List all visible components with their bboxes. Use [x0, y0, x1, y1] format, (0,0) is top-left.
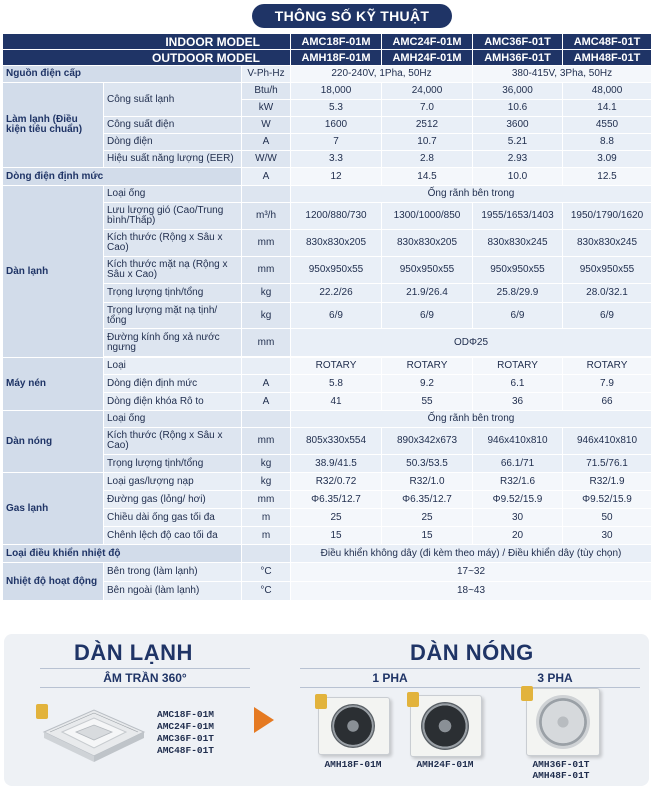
value-cell: ROTARY — [563, 358, 652, 375]
unit-cell: m — [242, 509, 291, 527]
unit-cell: mm — [242, 329, 291, 357]
param-label: Dòng điện định mức — [104, 375, 242, 393]
value-cell: 2.93 — [473, 151, 563, 168]
value-cell: 3.3 — [291, 151, 382, 168]
value-cell: 36 — [473, 393, 563, 411]
value-cell: Ống rãnh bên trong — [291, 411, 652, 428]
unit-cell: m — [242, 527, 291, 545]
param-label: Đường kính ống xả nước ngưng — [104, 329, 242, 357]
outdoor-caption: AMH24F-01M — [416, 759, 474, 770]
param-label: Lưu lượng gió (Cao/Trung bình/Thấp) — [104, 203, 242, 230]
unit-cell — [242, 358, 291, 375]
rated-current-row — [3, 168, 652, 186]
param-label: Dòng điện khóa Rô to — [104, 393, 242, 411]
category-label: Nhiệt độ hoạt động — [3, 563, 104, 601]
power-source-row — [3, 66, 652, 83]
indoor-heading: DÀN LẠNH — [74, 640, 193, 665]
outdoor-heading: DÀN NÓNG — [410, 640, 534, 665]
param-label: Trọng lượng tịnh/tổng — [104, 455, 242, 473]
value-cell: 30 — [563, 527, 652, 545]
value-cell: Φ9.52/15.9 — [473, 491, 563, 509]
value-cell: 830x830x245 — [563, 230, 652, 257]
value-cell: 21.9/26.4 — [382, 284, 473, 303]
value-cell: 15 — [291, 527, 382, 545]
unit-cell — [242, 186, 291, 203]
unit-cell: m³/h — [242, 203, 291, 230]
unit-cell — [242, 411, 291, 428]
param-label: Kích thước mặt nạ (Rộng x Sâu x Cao) — [104, 257, 242, 284]
value-cell: 950x950x55 — [563, 257, 652, 284]
param-label: Loại ống — [104, 411, 242, 428]
param-label: Trọng lượng mặt nạ tịnh/ tổng — [104, 303, 242, 329]
value-cell: 38.9/41.5 — [291, 455, 382, 473]
value-cell: 14.5 — [382, 168, 473, 186]
value-cell: 71.5/76.1 — [563, 455, 652, 473]
value-cell: 14.1 — [563, 100, 652, 117]
category-label: Dàn nóng — [3, 411, 104, 473]
value-cell: 1300/1000/850 — [382, 203, 473, 230]
unit-cell: kW — [242, 100, 291, 117]
unit-cell: W/W — [242, 151, 291, 168]
value-cell: 6.1 — [473, 375, 563, 393]
outdoor-caption: AMH36F-01T — [532, 759, 590, 770]
unit-cell: kg — [242, 455, 291, 473]
value-cell: 5.8 — [291, 375, 382, 393]
value-cell: 41 — [291, 393, 382, 411]
value-cell: 2.8 — [382, 151, 473, 168]
indoor-subheading: ÂM TRẦN 360° — [103, 671, 187, 685]
category-label: Loại điều khiển nhiệt độ — [3, 545, 242, 563]
value-cell: 6/9 — [291, 303, 382, 329]
value-cell: ROTARY — [473, 358, 563, 375]
param-label: Dòng điện — [104, 134, 242, 151]
value-cell: R32/1.0 — [382, 473, 473, 491]
param-label: Bên trong (làm lạnh) — [104, 563, 242, 582]
category-label: Nguồn điện cấp — [3, 66, 242, 83]
table-row — [3, 83, 652, 100]
outdoor-unit-image — [526, 688, 600, 756]
unit-cell: A — [242, 134, 291, 151]
value-cell: 3.09 — [563, 151, 652, 168]
value-cell: 66 — [563, 393, 652, 411]
value-cell: ODΦ25 — [291, 329, 652, 357]
value-cell: 25.8/29.9 — [473, 284, 563, 303]
category-label: Làm lạnh (Điều kiện tiêu chuẩn) — [3, 83, 104, 168]
value-cell: 36,000 — [473, 83, 563, 100]
value-cell: 12.5 — [563, 168, 652, 186]
outdoor-model: AMH24F-01M — [382, 50, 473, 66]
value-cell: 18,000 — [291, 83, 382, 100]
outdoor-caption: AMH48F-01T — [532, 770, 590, 781]
divider — [300, 668, 640, 669]
outdoor-unit-image — [410, 695, 482, 757]
unit-cell: °C — [242, 563, 291, 582]
value-cell: 380-415V, 3Pha, 50Hz — [473, 66, 652, 83]
value-cell: ROTARY — [291, 358, 382, 375]
value-cell: 18~43 — [291, 582, 652, 601]
value-cell: 28.0/32.1 — [563, 284, 652, 303]
value-cell: 25 — [382, 509, 473, 527]
unit-cell: mm — [242, 257, 291, 284]
param-label: Loại — [104, 358, 242, 375]
warranty-badge-icon — [36, 704, 48, 719]
value-cell: 7.0 — [382, 100, 473, 117]
value-cell: 20 — [473, 527, 563, 545]
value-cell: 12 — [291, 168, 382, 186]
indoor-model: AMC24F-01M — [382, 34, 473, 50]
table-row — [3, 358, 652, 375]
value-cell: 1955/1653/1403 — [473, 203, 563, 230]
fan-icon — [331, 704, 375, 748]
value-cell: 10.0 — [473, 168, 563, 186]
table-row — [3, 473, 652, 491]
value-cell: 50.3/53.5 — [382, 455, 473, 473]
value-cell: R32/1.9 — [563, 473, 652, 491]
divider — [40, 668, 250, 669]
value-cell: 220-240V, 1Pha, 50Hz — [291, 66, 473, 83]
indoor-model: AMC18F-01M — [291, 34, 382, 50]
category-label: Dòng điện định mức — [3, 168, 242, 186]
outdoor-model: AMH18F-01M — [291, 50, 382, 66]
param-label: Trọng lượng tịnh/tổng — [104, 284, 242, 303]
three-phase-label: 3 PHA — [537, 671, 573, 685]
value-cell: 2512 — [382, 117, 473, 134]
unit-cell: kg — [242, 473, 291, 491]
value-cell: 6/9 — [563, 303, 652, 329]
value-cell: 48,000 — [563, 83, 652, 100]
value-cell: 5.3 — [291, 100, 382, 117]
value-cell: 6/9 — [382, 303, 473, 329]
value-cell: 946x410x810 — [473, 428, 563, 455]
value-cell: Ống rãnh bên trong — [291, 186, 652, 203]
outdoor-caption-group — [516, 759, 606, 781]
value-cell: 17~32 — [291, 563, 652, 582]
unit-cell: kg — [242, 284, 291, 303]
param-label: Kích thước (Rộng x Sâu x Cao) — [104, 428, 242, 455]
value-cell: Điều khiển không dây (đi kèm theo máy) / Điều khiển dây (tùy chọn) — [291, 545, 652, 563]
value-cell: 7.9 — [563, 375, 652, 393]
cassette-unit-icon — [40, 702, 148, 764]
value-cell: 950x950x55 — [382, 257, 473, 284]
param-label: Công suất lạnh — [104, 83, 242, 117]
value-cell: 15 — [382, 527, 473, 545]
category-label: Dàn lạnh — [3, 186, 104, 358]
value-cell: 5.21 — [473, 134, 563, 151]
value-cell: 946x410x810 — [563, 428, 652, 455]
value-cell: 890x342x673 — [382, 428, 473, 455]
value-cell: 22.2/26 — [291, 284, 382, 303]
unit-cell: mm — [242, 491, 291, 509]
param-label: Chênh lệch độ cao tối đa — [104, 527, 242, 545]
category-label: Máy nén — [3, 358, 104, 411]
value-cell: 30 — [473, 509, 563, 527]
unit-cell: °C — [242, 582, 291, 601]
page-title: THÔNG SỐ KỸ THUẬT — [252, 4, 452, 28]
outdoor-model: AMH48F-01T — [563, 50, 652, 66]
value-cell: Φ6.35/12.7 — [382, 491, 473, 509]
param-label: Đường gas (lỏng/ hơi) — [104, 491, 242, 509]
arrow-right-icon — [254, 707, 274, 733]
value-cell: 25 — [291, 509, 382, 527]
list-item: AMC48F-01T — [157, 745, 215, 756]
param-label: Bên ngoài (làm lạnh) — [104, 582, 242, 601]
controller-row — [3, 545, 652, 563]
param-label: Chiều dài ống gas tối đa — [104, 509, 242, 527]
value-cell: 1600 — [291, 117, 382, 134]
value-cell: 4550 — [563, 117, 652, 134]
outdoor-model-label: OUTDOOR MODEL — [3, 50, 291, 66]
indoor-model: AMC36F-01T — [473, 34, 563, 50]
fan-icon — [421, 702, 469, 750]
outdoor-model-row — [3, 50, 652, 66]
unit-cell: A — [242, 393, 291, 411]
warranty-badge-icon — [521, 686, 533, 701]
table-row — [3, 186, 652, 203]
value-cell: 8.8 — [563, 134, 652, 151]
unit-cell: kg — [242, 303, 291, 329]
outdoor-caption: AMH18F-01M — [324, 759, 382, 770]
category-label: Gas lạnh — [3, 473, 104, 545]
value-cell: 9.2 — [382, 375, 473, 393]
indoor-model-row — [3, 34, 652, 50]
list-item: AMC24F-01M — [157, 721, 215, 732]
value-cell: 10.7 — [382, 134, 473, 151]
unit-cell: mm — [242, 230, 291, 257]
value-cell: 1200/880/730 — [291, 203, 382, 230]
table-row — [3, 563, 652, 582]
param-label: Loại ống — [104, 186, 242, 203]
spec-table — [2, 33, 652, 601]
warranty-badge-icon — [315, 694, 327, 709]
value-cell: 1950/1790/1620 — [563, 203, 652, 230]
indoor-model: AMC48F-01T — [563, 34, 652, 50]
value-cell: Φ9.52/15.9 — [563, 491, 652, 509]
param-label: Hiệu suất năng lượng (EER) — [104, 151, 242, 168]
value-cell: 830x830x205 — [382, 230, 473, 257]
list-item: AMC18F-01M — [157, 709, 215, 720]
unit-cell: V-Ph-Hz — [242, 66, 291, 83]
value-cell: 10.6 — [473, 100, 563, 117]
unit-cell: W — [242, 117, 291, 134]
value-cell: R32/1.6 — [473, 473, 563, 491]
fan-icon — [536, 695, 590, 749]
table-row — [3, 411, 652, 428]
value-cell: 830x830x205 — [291, 230, 382, 257]
value-cell: 950x950x55 — [473, 257, 563, 284]
value-cell: 805x330x554 — [291, 428, 382, 455]
unit-cell: A — [242, 375, 291, 393]
value-cell: 66.1/71 — [473, 455, 563, 473]
value-cell: 24,000 — [382, 83, 473, 100]
value-cell: 950x950x55 — [291, 257, 382, 284]
value-cell: 7 — [291, 134, 382, 151]
value-cell: R32/0.72 — [291, 473, 382, 491]
value-cell: 50 — [563, 509, 652, 527]
value-cell: 6/9 — [473, 303, 563, 329]
outdoor-model: AMH36F-01T — [473, 50, 563, 66]
unit-cell: A — [242, 168, 291, 186]
value-cell: 3600 — [473, 117, 563, 134]
list-item: AMC36F-01T — [157, 733, 215, 744]
warranty-badge-icon — [407, 692, 419, 707]
param-label: Công suất điện — [104, 117, 242, 134]
value-cell: ROTARY — [382, 358, 473, 375]
divider — [40, 687, 250, 688]
value-cell: 830x830x245 — [473, 230, 563, 257]
param-label: Kích thước (Rộng x Sâu x Cao) — [104, 230, 242, 257]
outdoor-unit-image — [318, 697, 390, 755]
param-label: Loại gas/lượng nạp — [104, 473, 242, 491]
unit-cell: Btu/h — [242, 83, 291, 100]
value-cell: 55 — [382, 393, 473, 411]
indoor-model-list — [157, 709, 214, 757]
unit-cell: mm — [242, 428, 291, 455]
value-cell: Φ6.35/12.7 — [291, 491, 382, 509]
unit-cell — [242, 545, 291, 563]
one-phase-label: 1 PHA — [372, 671, 408, 685]
indoor-model-label: INDOOR MODEL — [3, 34, 291, 50]
